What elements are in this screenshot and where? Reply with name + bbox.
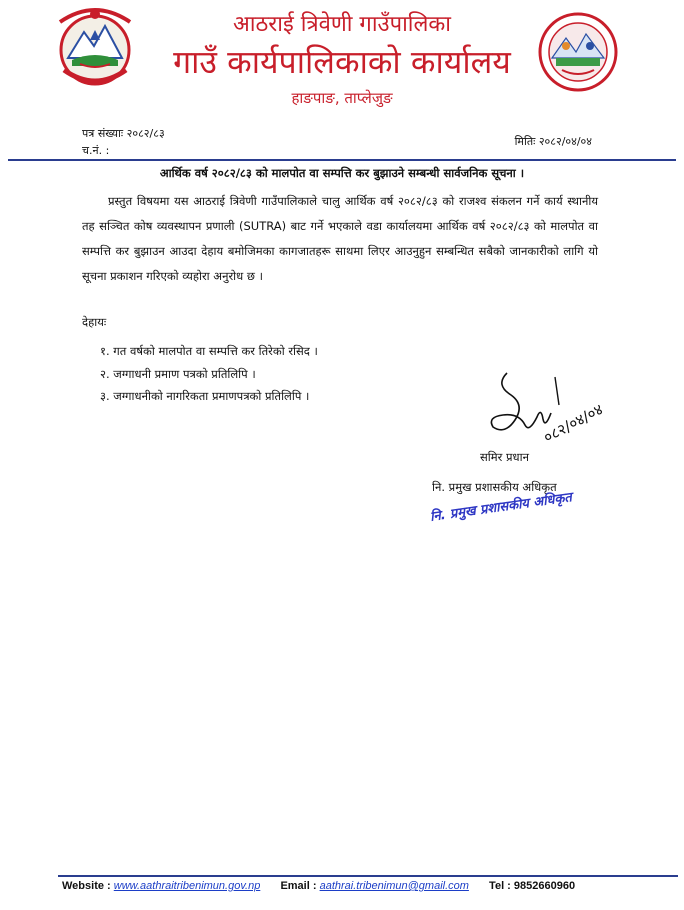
dispatch-number: च.नं. : [82, 144, 110, 157]
office-title: गाउँ कार्यपालिकाको कार्यालय [173, 43, 511, 81]
email-label: Email : [280, 880, 317, 892]
list-item: २. जग्गाधनी प्रमाण पत्रको प्रतिलिपि । [100, 367, 256, 381]
tel-number: 9852660960 [513, 880, 576, 892]
letter-body: प्रस्तुत विषयमा यस आठराई त्रिवेणी गाउँपालिकाले चालु आर्थिक वर्ष २०८२/८३ को राजश्व संकलन गर्ने कार्य स्थानीय तह सञ्चित कोष व्यवस्थापन प्रणाली (SUTRA) बाट गर्ने भएकाले वडा कार्यालयमा आर्थिक वर्ष २०८२/८३ को मालपोत वा सम्पत्ति कर बुझाउन आउदा देहाय बमोजिमका कागजातहरू साथमा लिएर आउनुहुन सम्बन्धित सबैको जानकारीको लागि यो सूचना प्रकाशन गरिएको व्यहोरा अनुरोध छ । [82, 194, 598, 283]
signatory-title: नि. प्रमुख प्रशासकीय अधिकृत [432, 480, 557, 494]
list-heading: देहायः [82, 315, 107, 329]
tel-label: Tel : [489, 880, 511, 892]
footer-contact [62, 880, 575, 892]
footer-divider [58, 875, 678, 877]
email-link[interactable]: aathrai.tribenimun@gmail.com [319, 880, 469, 892]
municipality-name: आठराई त्रिवेणी गाउँपालिका [233, 12, 451, 37]
reference-number: पत्र संख्याः २०८२/८३ [82, 127, 165, 140]
letter-date: मितिः २०८२/०४/०४ [514, 135, 592, 148]
official-stamp: नि. प्रमुख प्रशासकीय अधिकृत [429, 490, 573, 525]
handwritten-signature [485, 365, 635, 455]
list-item: १. गत वर्षको मालपोत वा सम्पत्ति कर तिरेको रसिद । [100, 344, 318, 358]
website-label: Website : [62, 880, 111, 892]
signature-date: ०८२/०४/०४ [540, 400, 607, 447]
letter-subject: आर्थिक वर्ष २०८२/८३ को मालपोत वा सम्पत्ति कर बुझाउने सम्बन्धी सार्वजनिक सूचना । [159, 166, 525, 180]
signatory-name: समिर प्रधान [480, 450, 529, 464]
website-link[interactable]: www.aathraitribenimun.gov.np [113, 880, 261, 892]
office-address: हाङपाङ, ताप्लेजुङ [291, 89, 393, 107]
list-item: ३. जग्गाधनीको नागरिकता प्रमाणपत्रको प्रतिलिपि । [100, 389, 310, 403]
header-divider [8, 159, 676, 161]
